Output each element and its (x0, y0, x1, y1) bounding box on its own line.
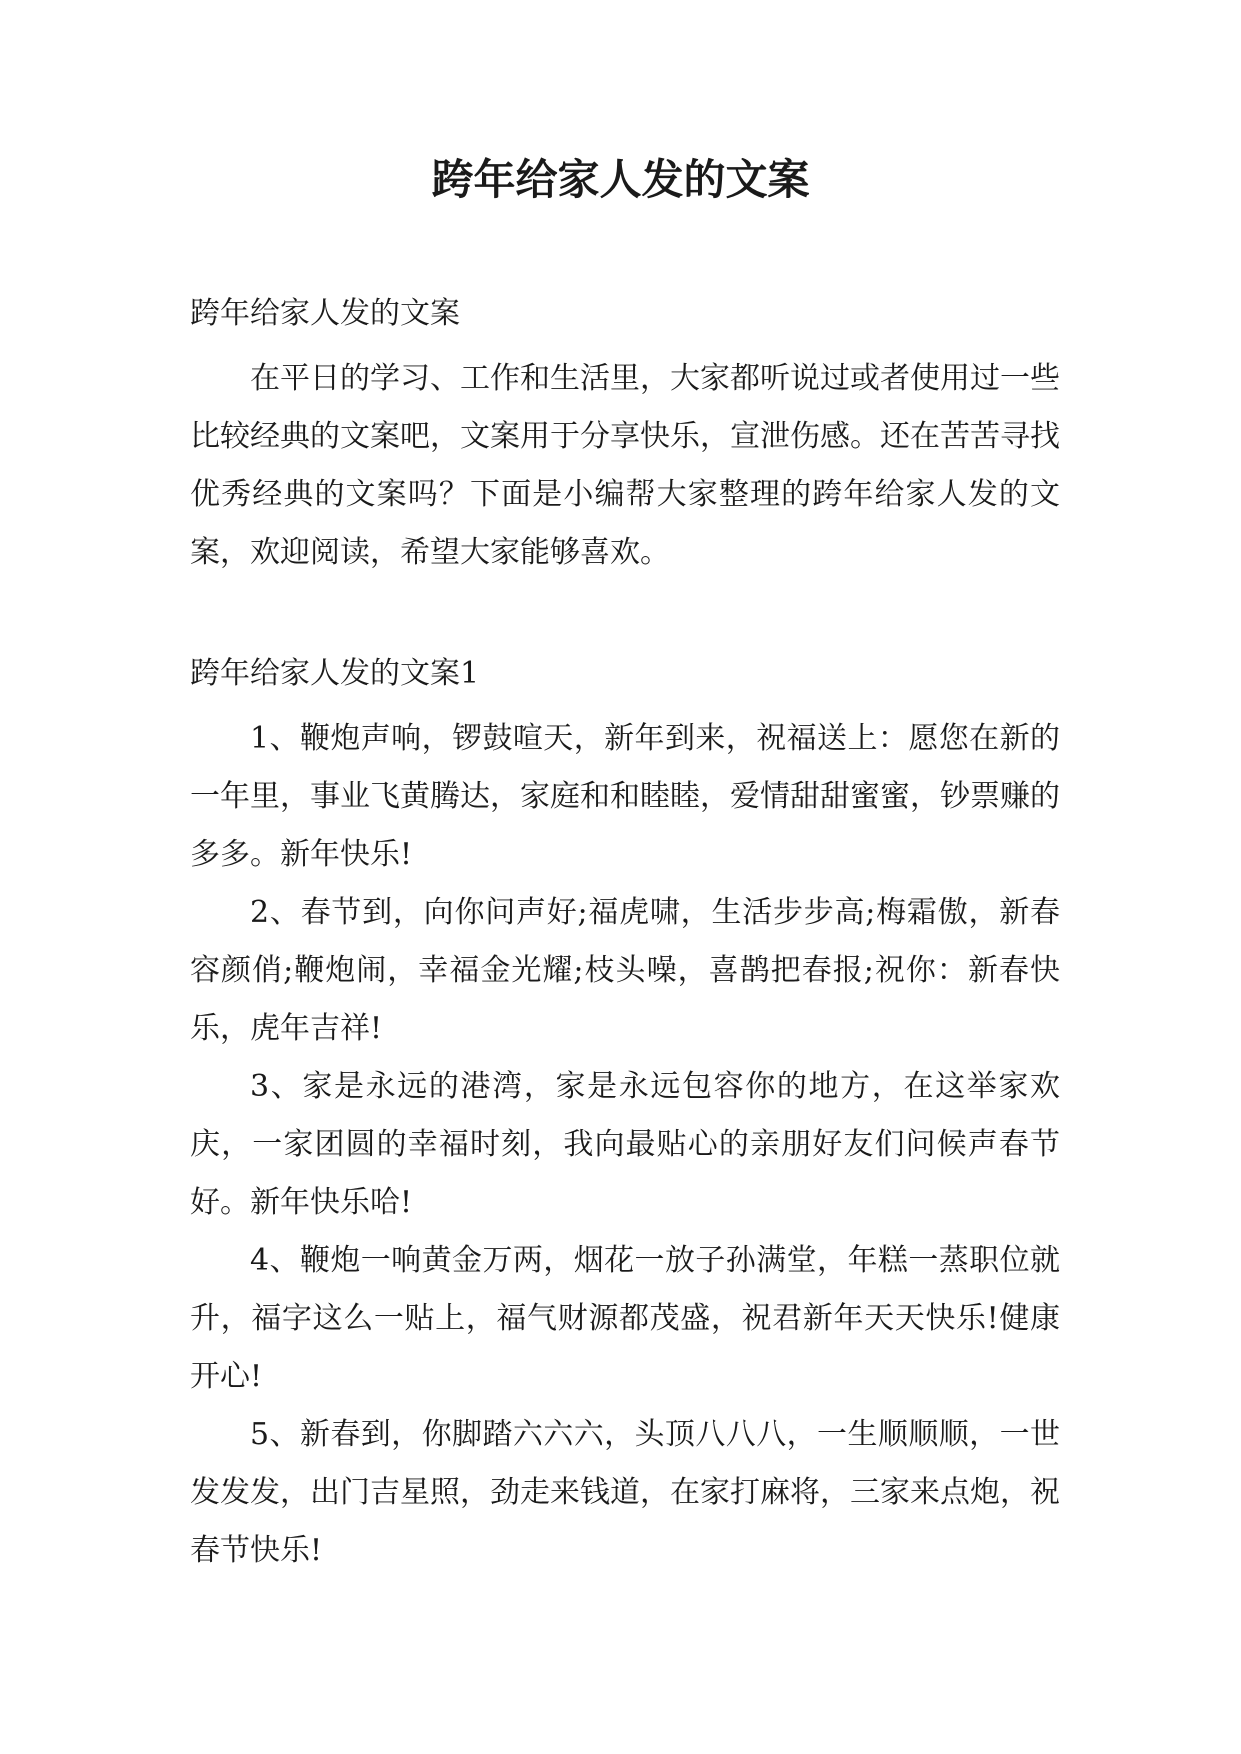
intro-heading: 跨年给家人发的文案 (190, 296, 460, 331)
list-item: 3、家是永远的港湾，家是永远包容你的地方，在这举家欢庆，一家团圆的幸福时刻，我向最贴心的亲朋好友们问候声春节好。新年快乐哈! (190, 1069, 1060, 1220)
section-heading: 跨年给家人发的文案1 (190, 656, 480, 691)
list-item: 2、春节到，向你问声好;福虎啸，生活步步高;梅霜傲，新春容颜俏;鞭炮闹，幸福金光耀;枝头噪，喜鹊把春报;祝你：新春快乐，虎年吉祥! (190, 895, 1060, 1046)
list-item: 5、新春到，你脚踏六六六，头顶八八八，一生顺顺顺，一世发发发，出门吉星照，劲走来钱道，在家打麻将，三家来点炮，祝春节快乐! (190, 1417, 1060, 1568)
list-item: 1、鞭炮声响，锣鼓喧天，新年到来，祝福送上：愿您在新的一年里，事业飞黄腾达，家庭和和睦睦，爱情甜甜蜜蜜，钞票赚的多多。新年快乐! (190, 721, 1060, 872)
list-item: 4、鞭炮一响黄金万两，烟花一放子孙满堂，年糕一蒸职位就升，福字这么一贴上，福气财源都茂盛，祝君新年天天快乐!健康开心! (190, 1243, 1060, 1394)
document-title: 跨年给家人发的文案 (431, 155, 810, 204)
intro-paragraph: 在平日的学习、工作和生活里，大家都听说过或者使用过一些比较经典的文案吧，文案用于分享快乐，宣泄伤感。还在苦苦寻找优秀经典的文案吗？下面是小编帮大家整理的跨年给家人发的文案，欢迎阅读，希望大家能够喜欢。 (190, 361, 1060, 570)
document-body (190, 284, 1060, 1580)
